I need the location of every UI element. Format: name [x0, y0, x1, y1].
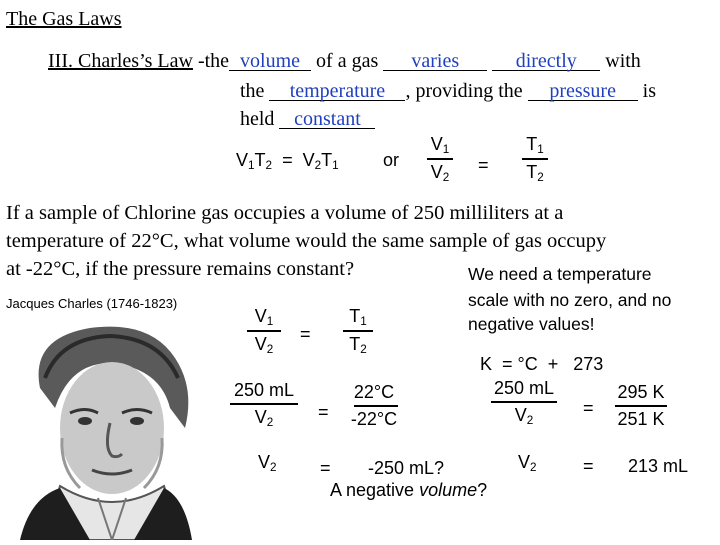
formula-fraction-t: $T_1$ $T_2$	[515, 134, 555, 184]
blank-temperature: temperature	[269, 82, 405, 101]
work-result-equals: =	[320, 458, 331, 478]
law-line-1: III. Charles’s Law -the volume of a gas varies directly with	[48, 50, 641, 72]
law-heading: III. Charles’s Law	[48, 50, 193, 72]
work-equals-1: =	[300, 324, 311, 344]
work-result-value: -250 mL?	[368, 458, 445, 478]
kelvin-fraction-k: 295 K 251 K	[608, 382, 674, 430]
portrait-caption: Jacques Charles (1746-1823)	[6, 296, 178, 311]
kelvin-result-equals: =	[583, 456, 594, 476]
blank-constant: constant	[279, 110, 375, 129]
note-line-3: negative values!	[468, 314, 595, 334]
kelvin-equals: =	[583, 398, 594, 418]
work-fraction-250: 250 mL $V_2$	[226, 380, 302, 429]
problem-line-2: temperature of 22°C, what volume would the same sample of gas occupy	[6, 230, 607, 252]
kelvin-fraction-250: 250 mL $V_2$	[484, 378, 564, 427]
work-result-note: A negative volume?	[330, 480, 488, 500]
blank-volume: volume	[229, 52, 311, 71]
work-fraction-celsius: 22°C -22°C	[350, 382, 398, 429]
problem-line-3: at -22°C, if the pressure remains constant?	[6, 258, 355, 280]
blank-varies: varies	[383, 52, 487, 71]
law-line-2: the temperature , providing the pressure is	[240, 80, 656, 102]
formula-fraction-v: $V_1$ $V_2$	[420, 134, 460, 184]
blank-pressure: pressure	[528, 82, 638, 101]
page-title: The Gas Laws	[6, 8, 122, 30]
blank-directly: directly	[492, 52, 600, 71]
formula-or: or	[383, 150, 400, 170]
kelvin-result-v2: $V_2$	[518, 452, 537, 474]
note-line-1: We need a temperature	[468, 264, 652, 284]
work-fraction-v: $V_1$ $V_2$	[240, 306, 288, 356]
problem-line-1: If a sample of Chlorine gas occupies a volume of 250 milliliters at a	[6, 202, 564, 224]
kelvin-conversion: K = °C + 273	[480, 354, 604, 374]
work-fraction-t: $T_1$ $T_2$	[336, 306, 380, 356]
work-result-v2: $V_2$	[258, 452, 277, 474]
law-line-3: held constant	[240, 108, 375, 131]
note-line-2: scale with no zero, and no	[468, 290, 672, 310]
formula-product: $V_1T_2 = V_2T_1$	[236, 150, 339, 172]
formula-fraction-equals: =	[478, 155, 489, 175]
kelvin-result-value: 213 mL	[628, 456, 689, 476]
portrait-image	[0, 318, 212, 540]
work-equals-2: =	[318, 402, 329, 422]
